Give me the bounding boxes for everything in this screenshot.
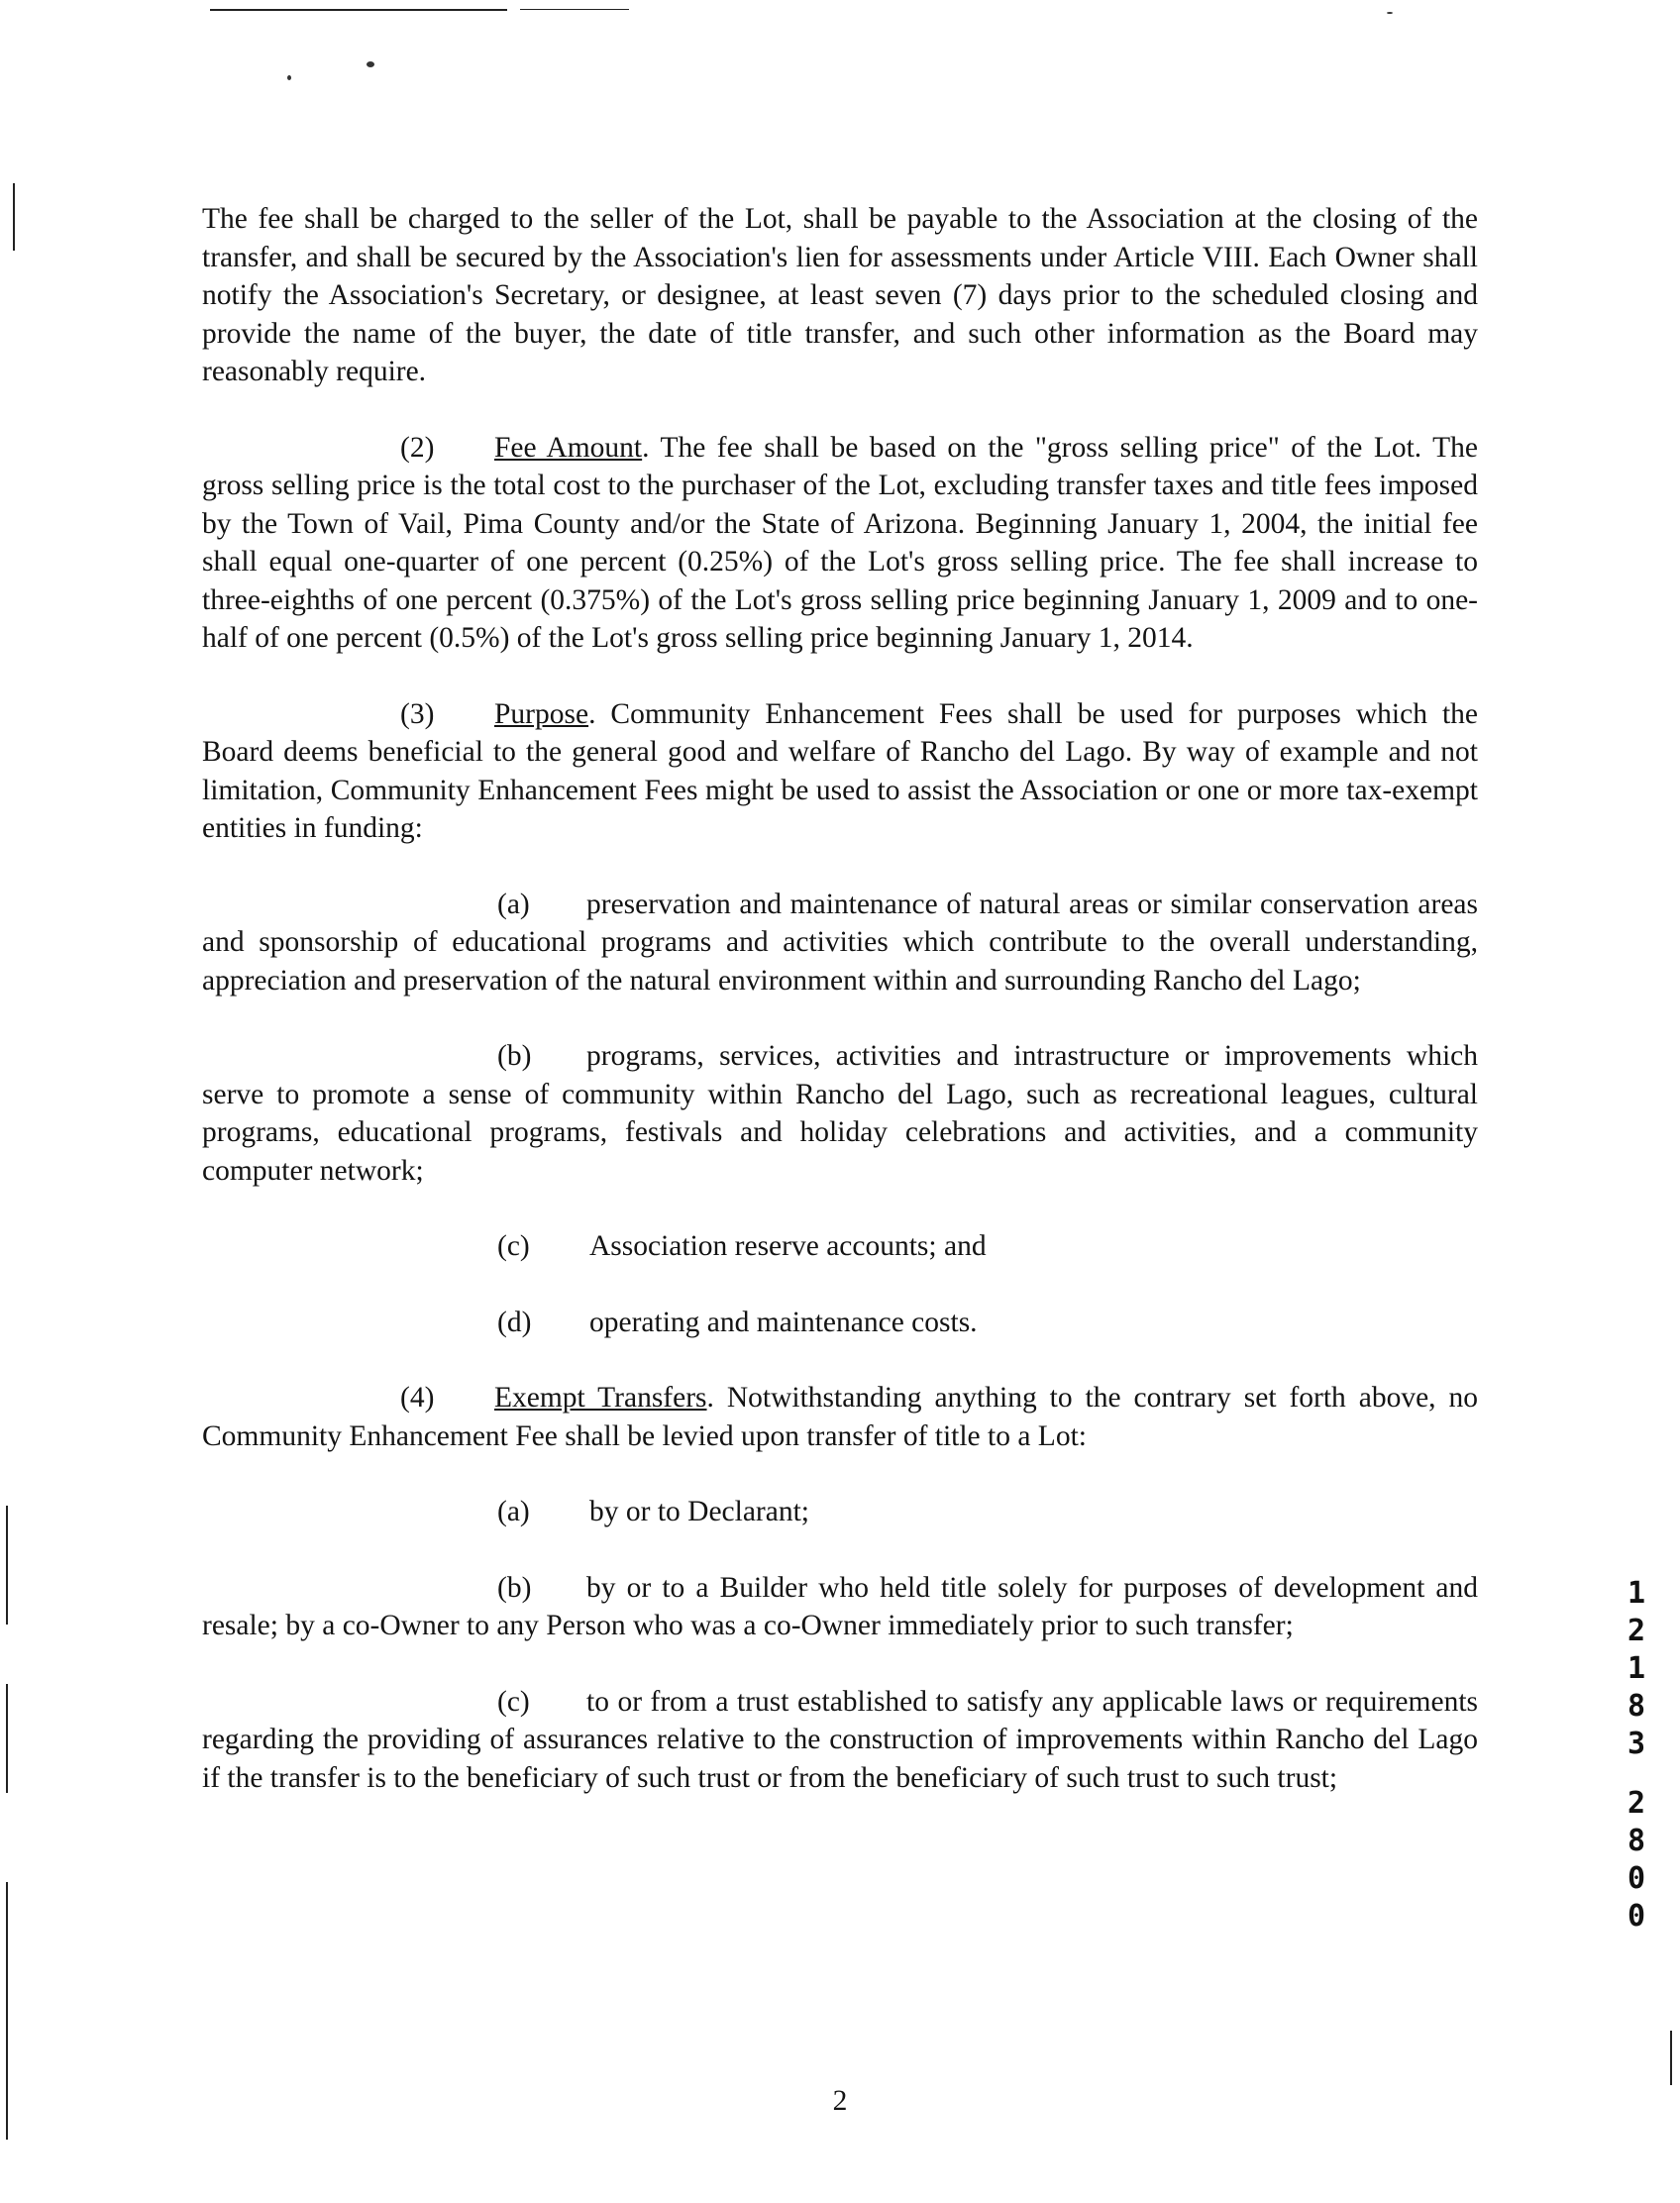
section-heading: Fee Amount — [494, 431, 643, 464]
stamp-digit: 2 — [1627, 1614, 1646, 1648]
purpose-item-b — [202, 1037, 1478, 1190]
scan-speck — [1387, 12, 1393, 14]
stamp-digit: 1 — [1627, 1576, 1646, 1611]
purpose-item-c — [202, 1227, 1478, 1266]
section-number: (3) — [400, 697, 435, 730]
exempt-item-a — [202, 1493, 1478, 1531]
stamp-digit: 8 — [1627, 1689, 1646, 1724]
item-label: (a) — [497, 888, 530, 920]
scan-speck — [287, 75, 291, 80]
item-label: (b) — [497, 1040, 532, 1072]
item-text: by or to a Builder who held title solely for purposes of development and resale; by a co-Owner to any Person who was a co-Owner immediately prior to such transfer; — [202, 1571, 1478, 1641]
stamp-digit: 0 — [1627, 1861, 1646, 1896]
scan-top-rule — [210, 9, 507, 11]
section-number: (4) — [400, 1382, 435, 1414]
item-text: preservation and maintenance of natural areas or similar conservation areas and sponsorship of educational programs and activities which contribute to the overall understanding, appreciation and preservation of the natural environment within and surrounding Rancho del Lago; — [202, 888, 1478, 997]
section-number: (2) — [400, 431, 435, 464]
item-text: by or to Declarant; — [589, 1496, 809, 1527]
stamp-digit: 3 — [1627, 1727, 1646, 1761]
item-label: (b) — [497, 1571, 532, 1604]
scan-left-edge-mark — [6, 1684, 8, 1793]
item-text: to or from a trust established to satisfy any applicable laws or requirements regarding the providing of assurances relative to the construction of improvements within Rancho del Lago if the transfer is to the beneficiary of such trust or from the beneficiary of such trust to such trust; — [202, 1685, 1478, 1794]
scan-top-rule-dashes — [520, 9, 629, 10]
item-text: operating and maintenance costs. — [589, 1306, 978, 1338]
scan-left-edge-mark — [6, 1506, 8, 1625]
stamp-digit: 1 — [1627, 1651, 1646, 1686]
recording-number-stamp — [1615, 1575, 1658, 1936]
purpose-item-a — [202, 886, 1478, 1000]
stamp-digit: 2 — [1627, 1786, 1646, 1821]
section-text: . Notwithstanding anything to the contrary set forth above, no Community Enhancement Fee shall be levied upon transfer of title to a Lot: — [202, 1382, 1479, 1452]
section-heading: Exempt Transfers — [494, 1382, 707, 1414]
paragraph-fee-amount — [202, 429, 1478, 658]
item-label: (a) — [497, 1496, 530, 1527]
page-number: 2 — [832, 2085, 848, 2117]
scan-left-edge-mark — [13, 183, 15, 251]
scan-speck — [367, 61, 374, 67]
purpose-item-d — [202, 1304, 1478, 1342]
paragraph-fee-charge: The fee shall be charged to the seller of the Lot, shall be payable to the Association at the closing of the transfer, and shall be secured by the Association's lien for assessments under Article VIII. Each Owner shall notify the Association's Secretary, or designee, at least seven (7) days prior to the scheduled closing and provide the name of the buyer, the date of title transfer, and such other information as the Board may reasonably require. — [202, 203, 1478, 387]
section-text: . The fee shall be based on the "gross selling price" of the Lot. The gross selling price is the total cost to the purchaser of the Lot, excluding transfer taxes and title fees imposed by the Town of Vail, Pima County and/or the State of Arizona. Beginning January 1, 2004, the initial fee shall equal one-quarter of one percent (0.25%) of the Lot's gross selling price. The fee shall increase to three-eighths of one percent (0.375%) of the Lot's gross selling price beginning January 1, 2009 and to one-half of one percent (0.5%) of the Lot's gross selling price beginning January 1, 2014. — [202, 431, 1478, 654]
document-body — [202, 200, 1478, 1797]
exempt-item-c — [202, 1683, 1478, 1798]
paragraph-purpose — [202, 695, 1478, 848]
stamp-digit: 8 — [1627, 1824, 1646, 1858]
item-text: Association reserve accounts; and — [589, 1230, 987, 1262]
item-label: (d) — [497, 1306, 532, 1338]
item-label: (c) — [497, 1230, 530, 1262]
paragraph-exempt-transfers — [202, 1379, 1478, 1455]
section-heading: Purpose — [494, 697, 589, 730]
exempt-item-b — [202, 1569, 1478, 1645]
stamp-digit: 0 — [1627, 1899, 1646, 1934]
section-text: . Community Enhancement Fees shall be used for purposes which the Board deems beneficial to the general good and welfare of Rancho del Lago. By way of example and not limitation, Community Enhancement Fees might be used to assist the Association or one or more tax-exempt entities in funding: — [202, 697, 1478, 844]
item-text: programs, services, activities and intrastructure or improvements which serve to promote a sense of community within Rancho del Lago, such as recreational leagues, cultural programs, educational programs, festivals and holiday celebrations and activities, and a community computer network; — [202, 1040, 1478, 1187]
scan-right-edge-mark — [1670, 2031, 1672, 2085]
item-label: (c) — [497, 1685, 530, 1718]
